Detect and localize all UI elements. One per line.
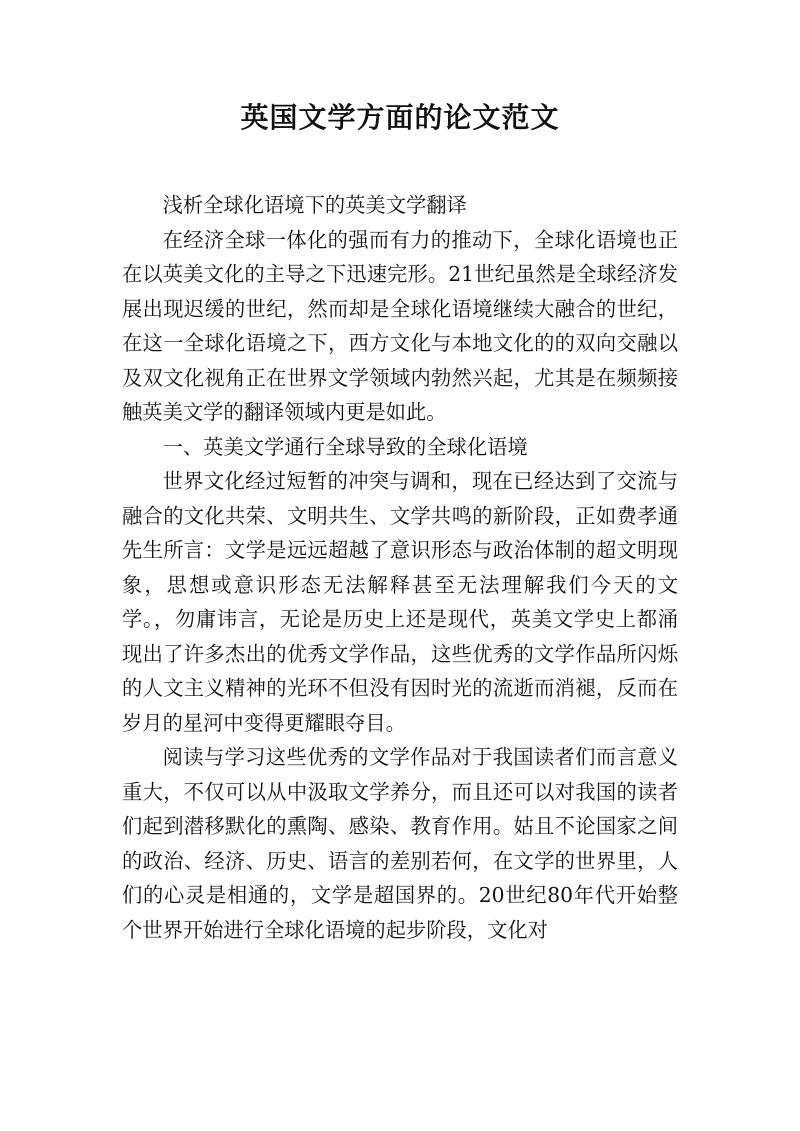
document-body: [122, 188, 678, 947]
paragraph-subtitle: 浅析全球化语境下的英美文学翻译: [162, 193, 467, 217]
paragraph: 世界文化经过短暂的冲突与调和，现在已经达到了交流与融合的文化共荣、文明共生、文学共鸣的新阶段，正如费孝通先生所言：文学是远远超越了意识形态与政治体制的超文明现象，思想或意识形态无法解释甚至无法理解我们今天的文学。，勿庸讳言，无论是历史上还是现代，英美文学史上都涌现出了许多杰出的优秀文学作品，这些优秀的文学作品所闪烁的人文主义精神的光环不但没有因时光的流逝而消褪，反而在岁月的星河中变得更耀眼夺目。: [122, 469, 678, 735]
section-heading: 一、英美文学通行全球导致的全球化语境: [162, 434, 528, 459]
document-title: 英国文学方面的论文范文: [240, 101, 560, 134]
paragraph: 在经济全球一体化的强而有力的推动下，全球化语境也正在以英美文化的主导之下迅速完形。21世纪虽然是全球经济发展出现迟缓的世纪，然而却是全球化语境继续大融合的世纪，在这一全球化语境之下，西方文化与本地文化的的双向交融以及双文化视角正在世界文学领域内勃然兴起，尤其是在频频接触英美文学的翻译领域内更是如此。: [122, 227, 678, 424]
paragraph: 阅读与学习这些优秀的文学作品对于我国读者们而言意义重大，不仅可以从中汲取文学养分，而且还可以对我国的读者们起到潜移默化的熏陶、感染、教育作用。姑且不论国家之间的政治、经济、历史、语言的差别若何，在文学的世界里，人们的心灵是相通的，文学是超国界的。20世纪80年代开始整个世界开始进行全球化语境的起步阶段，文化对: [122, 745, 678, 942]
